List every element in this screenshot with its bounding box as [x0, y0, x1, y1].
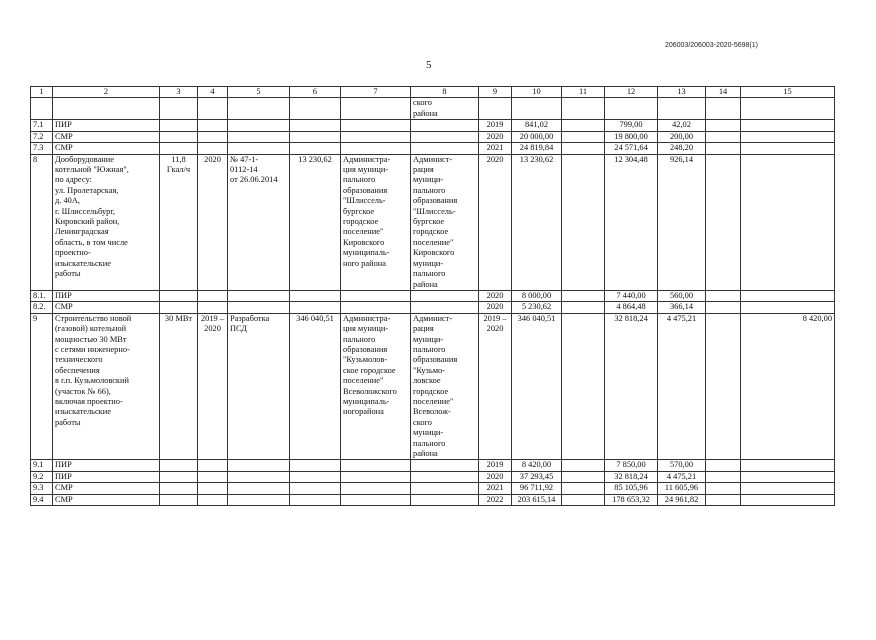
row-col12: 4 864,48 [605, 302, 658, 313]
column-header: 13 [658, 87, 706, 98]
row-col12: 178 653,32 [605, 494, 658, 505]
row-number: 9.3 [31, 483, 53, 494]
table-row [31, 120, 835, 131]
row-name: Строительство новой (газовой) котельной мощностью 30 МВт с сетями инженерно- технического обеспечения в г.п. Кузьмоловский (участок № 66), включая проектно- изыскательские работы [53, 313, 160, 460]
row-name: СМР [53, 483, 160, 494]
table-cell: ского района [411, 98, 479, 120]
row-number: 9.2 [31, 471, 53, 482]
row-total: 8 420,00 [512, 460, 562, 471]
row-col8: Админист- рация муници- пального образования "Кузьмо- ловское городское поселение" Всеволож- ского муници- пального района [411, 313, 479, 460]
row-total: 96 711,92 [512, 483, 562, 494]
row-col12: 7 850,00 [605, 460, 658, 471]
row-year: 2020 [479, 154, 512, 290]
row-name: ПИР [53, 471, 160, 482]
row-year: 2019 – 2020 [479, 313, 512, 460]
row-total: 203 615,14 [512, 494, 562, 505]
table-row [31, 290, 835, 301]
row-col12: 32 818,24 [605, 471, 658, 482]
row-year: 2020 [479, 290, 512, 301]
column-header: 9 [479, 87, 512, 98]
row-col13: 200,00 [658, 131, 706, 142]
row-col13: 11 605,96 [658, 483, 706, 494]
row-col13: 4 475,21 [658, 471, 706, 482]
column-header: 4 [198, 87, 228, 98]
table-row [31, 471, 835, 482]
row-cost: 346 040,51 [290, 313, 341, 460]
row-col13: 24 961,82 [658, 494, 706, 505]
row-name: СМР [53, 143, 160, 154]
column-header: 5 [228, 87, 290, 98]
row-power: 30 МВт [160, 313, 198, 460]
row-number: 8.2. [31, 302, 53, 313]
row-col12: 19 800,00 [605, 131, 658, 142]
row-year: 2019 [479, 460, 512, 471]
row-number: 7.2 [31, 131, 53, 142]
table-row [31, 154, 835, 290]
column-header: 15 [741, 87, 835, 98]
row-total: 841,02 [512, 120, 562, 131]
table-row [31, 483, 835, 494]
row-total: 20 000,00 [512, 131, 562, 142]
row-number: 8.1. [31, 290, 53, 301]
row-document: № 47-1- 0112-14 от 26.06.2014 [228, 154, 290, 290]
row-col7: Администра- ция муници- пального образования "Шлиссель- бургское городское поселение" Кировского муниципаль- ного района [341, 154, 411, 290]
row-year: 2020 [479, 471, 512, 482]
row-year: 2021 [479, 483, 512, 494]
row-number: 9 [31, 313, 53, 460]
column-header: 10 [512, 87, 562, 98]
row-col15: 8 420,00 [741, 313, 835, 460]
row-col7: Администра- ция муници- пального образования "Кузьмолов- ское городское поселение" Всеволожского муниципаль- ногорайона [341, 313, 411, 460]
row-document: Разработка ПСД [228, 313, 290, 460]
row-col13: 560,00 [658, 290, 706, 301]
row-name: СМР [53, 131, 160, 142]
row-name: ПИР [53, 290, 160, 301]
column-header: 11 [562, 87, 605, 98]
row-year: 2020 [479, 302, 512, 313]
row-number: 9.4 [31, 494, 53, 505]
row-col12: 24 571,64 [605, 143, 658, 154]
row-col12: 85 105,96 [605, 483, 658, 494]
row-cost: 13 230,62 [290, 154, 341, 290]
row-period: 2019 – 2020 [198, 313, 228, 460]
table-row [31, 143, 835, 154]
row-total: 5 230,62 [512, 302, 562, 313]
column-header: 8 [411, 87, 479, 98]
table-row [31, 98, 835, 120]
column-header: 1 [31, 87, 53, 98]
page-number: 5 [426, 59, 432, 71]
table-row [31, 313, 835, 460]
row-year: 2019 [479, 120, 512, 131]
table-row [31, 460, 835, 471]
row-total: 24 819,84 [512, 143, 562, 154]
row-total: 37 293,45 [512, 471, 562, 482]
row-col13: 42,02 [658, 120, 706, 131]
column-header: 3 [160, 87, 198, 98]
investment-program-table [30, 86, 835, 506]
row-number: 7.1 [31, 120, 53, 131]
row-total: 13 230,62 [512, 154, 562, 290]
column-header: 2 [53, 87, 160, 98]
row-col13: 248,20 [658, 143, 706, 154]
column-header: 6 [290, 87, 341, 98]
row-number: 7.3 [31, 143, 53, 154]
row-name: СМР [53, 494, 160, 505]
row-name: СМР [53, 302, 160, 313]
row-col12: 12 304,48 [605, 154, 658, 290]
row-power: 11,8 Гкал/ч [160, 154, 198, 290]
table-row [31, 131, 835, 142]
row-name: Дооборудование котельной "Южная", по адресу: ул. Пролетарская, д. 40А, г. Шлиссельбург, Кировский район, Ленинградская область, в том числе проектно- изыскательские работы [53, 154, 160, 290]
row-total: 346 040,51 [512, 313, 562, 460]
row-year: 2022 [479, 494, 512, 505]
column-header: 14 [706, 87, 741, 98]
document-number: 206003/206003-2020-5698(1) [664, 42, 758, 49]
row-col12: 32 818,24 [605, 313, 658, 460]
row-name: ПИР [53, 120, 160, 131]
column-numbers-row [31, 87, 835, 98]
row-col13: 4 475,21 [658, 313, 706, 460]
table-row [31, 494, 835, 505]
row-col13: 926,14 [658, 154, 706, 290]
row-col13: 366,14 [658, 302, 706, 313]
row-number: 9.1 [31, 460, 53, 471]
row-col12: 799,00 [605, 120, 658, 131]
row-total: 8 000,00 [512, 290, 562, 301]
row-name: ПИР [53, 460, 160, 471]
table-row [31, 302, 835, 313]
column-header: 12 [605, 87, 658, 98]
row-year: 2020 [479, 131, 512, 142]
row-period: 2020 [198, 154, 228, 290]
row-number: 8 [31, 154, 53, 290]
row-col13: 570,00 [658, 460, 706, 471]
row-col12: 7 440,00 [605, 290, 658, 301]
row-col8: Админист- рация муници- пального образования "Шлиссель- бургское городское поселение" Кировского муници- пального района [411, 154, 479, 290]
row-year: 2021 [479, 143, 512, 154]
column-header: 7 [341, 87, 411, 98]
